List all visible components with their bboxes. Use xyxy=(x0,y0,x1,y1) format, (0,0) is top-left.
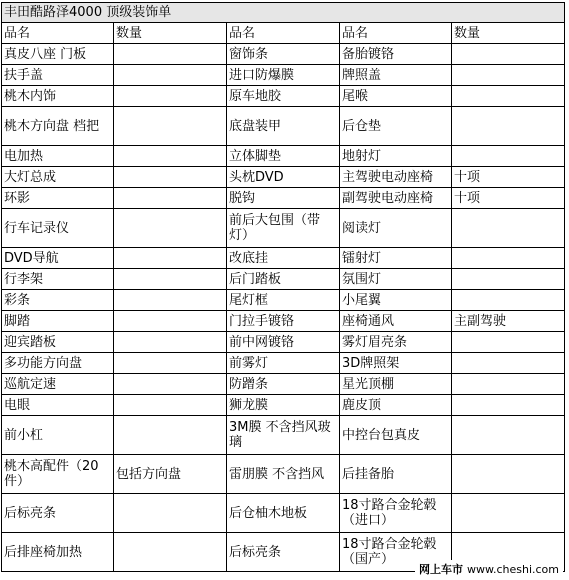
header-cell: 数量 xyxy=(452,23,565,44)
table-cell xyxy=(452,269,565,290)
table-row xyxy=(2,269,565,290)
table-cell: 扶手盖 xyxy=(2,65,114,86)
table-cell: 迎宾踏板 xyxy=(2,332,114,353)
table-cell: 桃木方向盘 档把 xyxy=(2,107,114,146)
table-cell xyxy=(452,209,565,248)
table-cell xyxy=(114,311,227,332)
table-cell: 立体脚垫 xyxy=(227,146,340,167)
table-row xyxy=(2,44,565,65)
table-cell xyxy=(114,146,227,167)
table-cell: 进口防爆膜 xyxy=(227,65,340,86)
header-cell: 品名 xyxy=(2,23,114,44)
table-cell xyxy=(114,533,227,572)
table-cell xyxy=(452,332,565,353)
table-cell xyxy=(114,107,227,146)
table-cell xyxy=(114,209,227,248)
table-cell: 雾灯眉亮条 xyxy=(340,332,452,353)
table-cell: 中控台包真皮 xyxy=(340,416,452,455)
table-cell xyxy=(114,65,227,86)
table-cell xyxy=(114,248,227,269)
table-cell: 门拉手镀铬 xyxy=(227,311,340,332)
table-cell: 牌照盖 xyxy=(340,65,452,86)
decoration-table xyxy=(1,2,565,572)
table-cell xyxy=(452,290,565,311)
table-cell: 前中网镀铬 xyxy=(227,332,340,353)
table-cell xyxy=(452,65,565,86)
table-cell: 电眼 xyxy=(2,395,114,416)
table-cell: 雷朋膜 不含挡风 xyxy=(227,455,340,494)
table-cell: 3D牌照架 xyxy=(340,353,452,374)
table-cell: 头枕DVD xyxy=(227,167,340,188)
table-row xyxy=(2,146,565,167)
table-cell xyxy=(114,44,227,65)
table-row xyxy=(2,209,565,248)
table-cell: 18寸路合金轮毂（进口） xyxy=(340,494,452,533)
table-cell: 电加热 xyxy=(2,146,114,167)
table-row xyxy=(2,188,565,209)
table-cell: 底盘装甲 xyxy=(227,107,340,146)
table-cell: 脚踏 xyxy=(2,311,114,332)
table-cell: 巡航定速 xyxy=(2,374,114,395)
table-cell xyxy=(114,416,227,455)
table-cell: 副驾驶电动座椅 xyxy=(340,188,452,209)
table-cell: 星光顶棚 xyxy=(340,374,452,395)
table-cell: 后门踏板 xyxy=(227,269,340,290)
table-cell: 行李架 xyxy=(2,269,114,290)
table-row xyxy=(2,455,565,494)
table-cell xyxy=(452,107,565,146)
table-cell: 脱钩 xyxy=(227,188,340,209)
table-cell xyxy=(114,290,227,311)
table-cell: 多功能方向盘 xyxy=(2,353,114,374)
table-row xyxy=(2,86,565,107)
table-row xyxy=(2,248,565,269)
table-cell: 镭射灯 xyxy=(340,248,452,269)
table-cell xyxy=(452,416,565,455)
title-row xyxy=(2,3,565,23)
table-row xyxy=(2,494,565,533)
table-row xyxy=(2,416,565,455)
table-cell: 主副驾驶 xyxy=(452,311,565,332)
table-cell: 氛围灯 xyxy=(340,269,452,290)
header-row xyxy=(2,23,565,44)
table-row xyxy=(2,311,565,332)
table-cell xyxy=(452,248,565,269)
watermark-brand: 网上车市 xyxy=(418,563,463,576)
table-cell: 改底挂 xyxy=(227,248,340,269)
table-cell: 大灯总成 xyxy=(2,167,114,188)
table-cell: 桃木内饰 xyxy=(2,86,114,107)
table-cell xyxy=(114,188,227,209)
site-watermark xyxy=(415,560,563,578)
table-cell: 前雾灯 xyxy=(227,353,340,374)
table-cell xyxy=(114,86,227,107)
table-cell xyxy=(452,146,565,167)
watermark-url: www.cheshi.com xyxy=(466,563,559,576)
table-cell: 后排座椅加热 xyxy=(2,533,114,572)
table-cell: 前后大包围（带灯） xyxy=(227,209,340,248)
sheet-title: 丰田酷路泽4000 顶级装饰单 xyxy=(2,3,565,23)
table-cell: 前小杠 xyxy=(2,416,114,455)
table-cell: 彩条 xyxy=(2,290,114,311)
table-row xyxy=(2,353,565,374)
table-cell: 包括方向盘 xyxy=(114,455,227,494)
table-cell xyxy=(452,44,565,65)
table-cell: 主驾驶电动座椅 xyxy=(340,167,452,188)
table-cell xyxy=(114,494,227,533)
header-cell: 数量 xyxy=(114,23,227,44)
table-cell xyxy=(452,494,565,533)
table-cell: 尾喉 xyxy=(340,86,452,107)
table-cell: 后仓垫 xyxy=(340,107,452,146)
table-cell: 小尾翼 xyxy=(340,290,452,311)
table-cell xyxy=(114,374,227,395)
table-cell: 环影 xyxy=(2,188,114,209)
table-cell xyxy=(452,374,565,395)
table-cell: 狮龙膜 xyxy=(227,395,340,416)
table-cell: 后标亮条 xyxy=(227,533,340,572)
table-cell: 真皮八座 门板 xyxy=(2,44,114,65)
table-cell: 3M膜 不含挡风玻璃 xyxy=(227,416,340,455)
table-row xyxy=(2,167,565,188)
table-cell: 十项 xyxy=(452,188,565,209)
table-cell: 后标亮条 xyxy=(2,494,114,533)
table-row xyxy=(2,65,565,86)
table-cell: 备胎镀铬 xyxy=(340,44,452,65)
table-row xyxy=(2,395,565,416)
table-cell: 十项 xyxy=(452,167,565,188)
table-cell xyxy=(114,167,227,188)
table-row xyxy=(2,107,565,146)
table-cell xyxy=(452,353,565,374)
table-cell: 座椅通风 xyxy=(340,311,452,332)
table-cell xyxy=(452,455,565,494)
table-cell: 窗饰条 xyxy=(227,44,340,65)
table-cell: 18寸路合金轮毂（国产） xyxy=(340,533,452,572)
decoration-list-sheet xyxy=(1,2,565,572)
table-cell: 行车记录仪 xyxy=(2,209,114,248)
table-row xyxy=(2,290,565,311)
table-cell xyxy=(114,353,227,374)
header-cell: 品名 xyxy=(340,23,452,44)
table-cell xyxy=(114,395,227,416)
table-cell: 地射灯 xyxy=(340,146,452,167)
table-cell: 鹿皮顶 xyxy=(340,395,452,416)
table-row xyxy=(2,374,565,395)
header-cell: 品名 xyxy=(227,23,340,44)
table-cell: 原车地胶 xyxy=(227,86,340,107)
table-cell xyxy=(452,395,565,416)
table-cell xyxy=(114,269,227,290)
table-cell: 桃木高配件（20件） xyxy=(2,455,114,494)
table-row xyxy=(2,332,565,353)
table-cell xyxy=(452,86,565,107)
table-cell: 后仓柚木地板 xyxy=(227,494,340,533)
table-cell: 阅读灯 xyxy=(340,209,452,248)
table-cell: 尾灯框 xyxy=(227,290,340,311)
table-cell: 防蹭条 xyxy=(227,374,340,395)
table-cell xyxy=(114,332,227,353)
table-cell: DVD导航 xyxy=(2,248,114,269)
table-cell: 后挂备胎 xyxy=(340,455,452,494)
